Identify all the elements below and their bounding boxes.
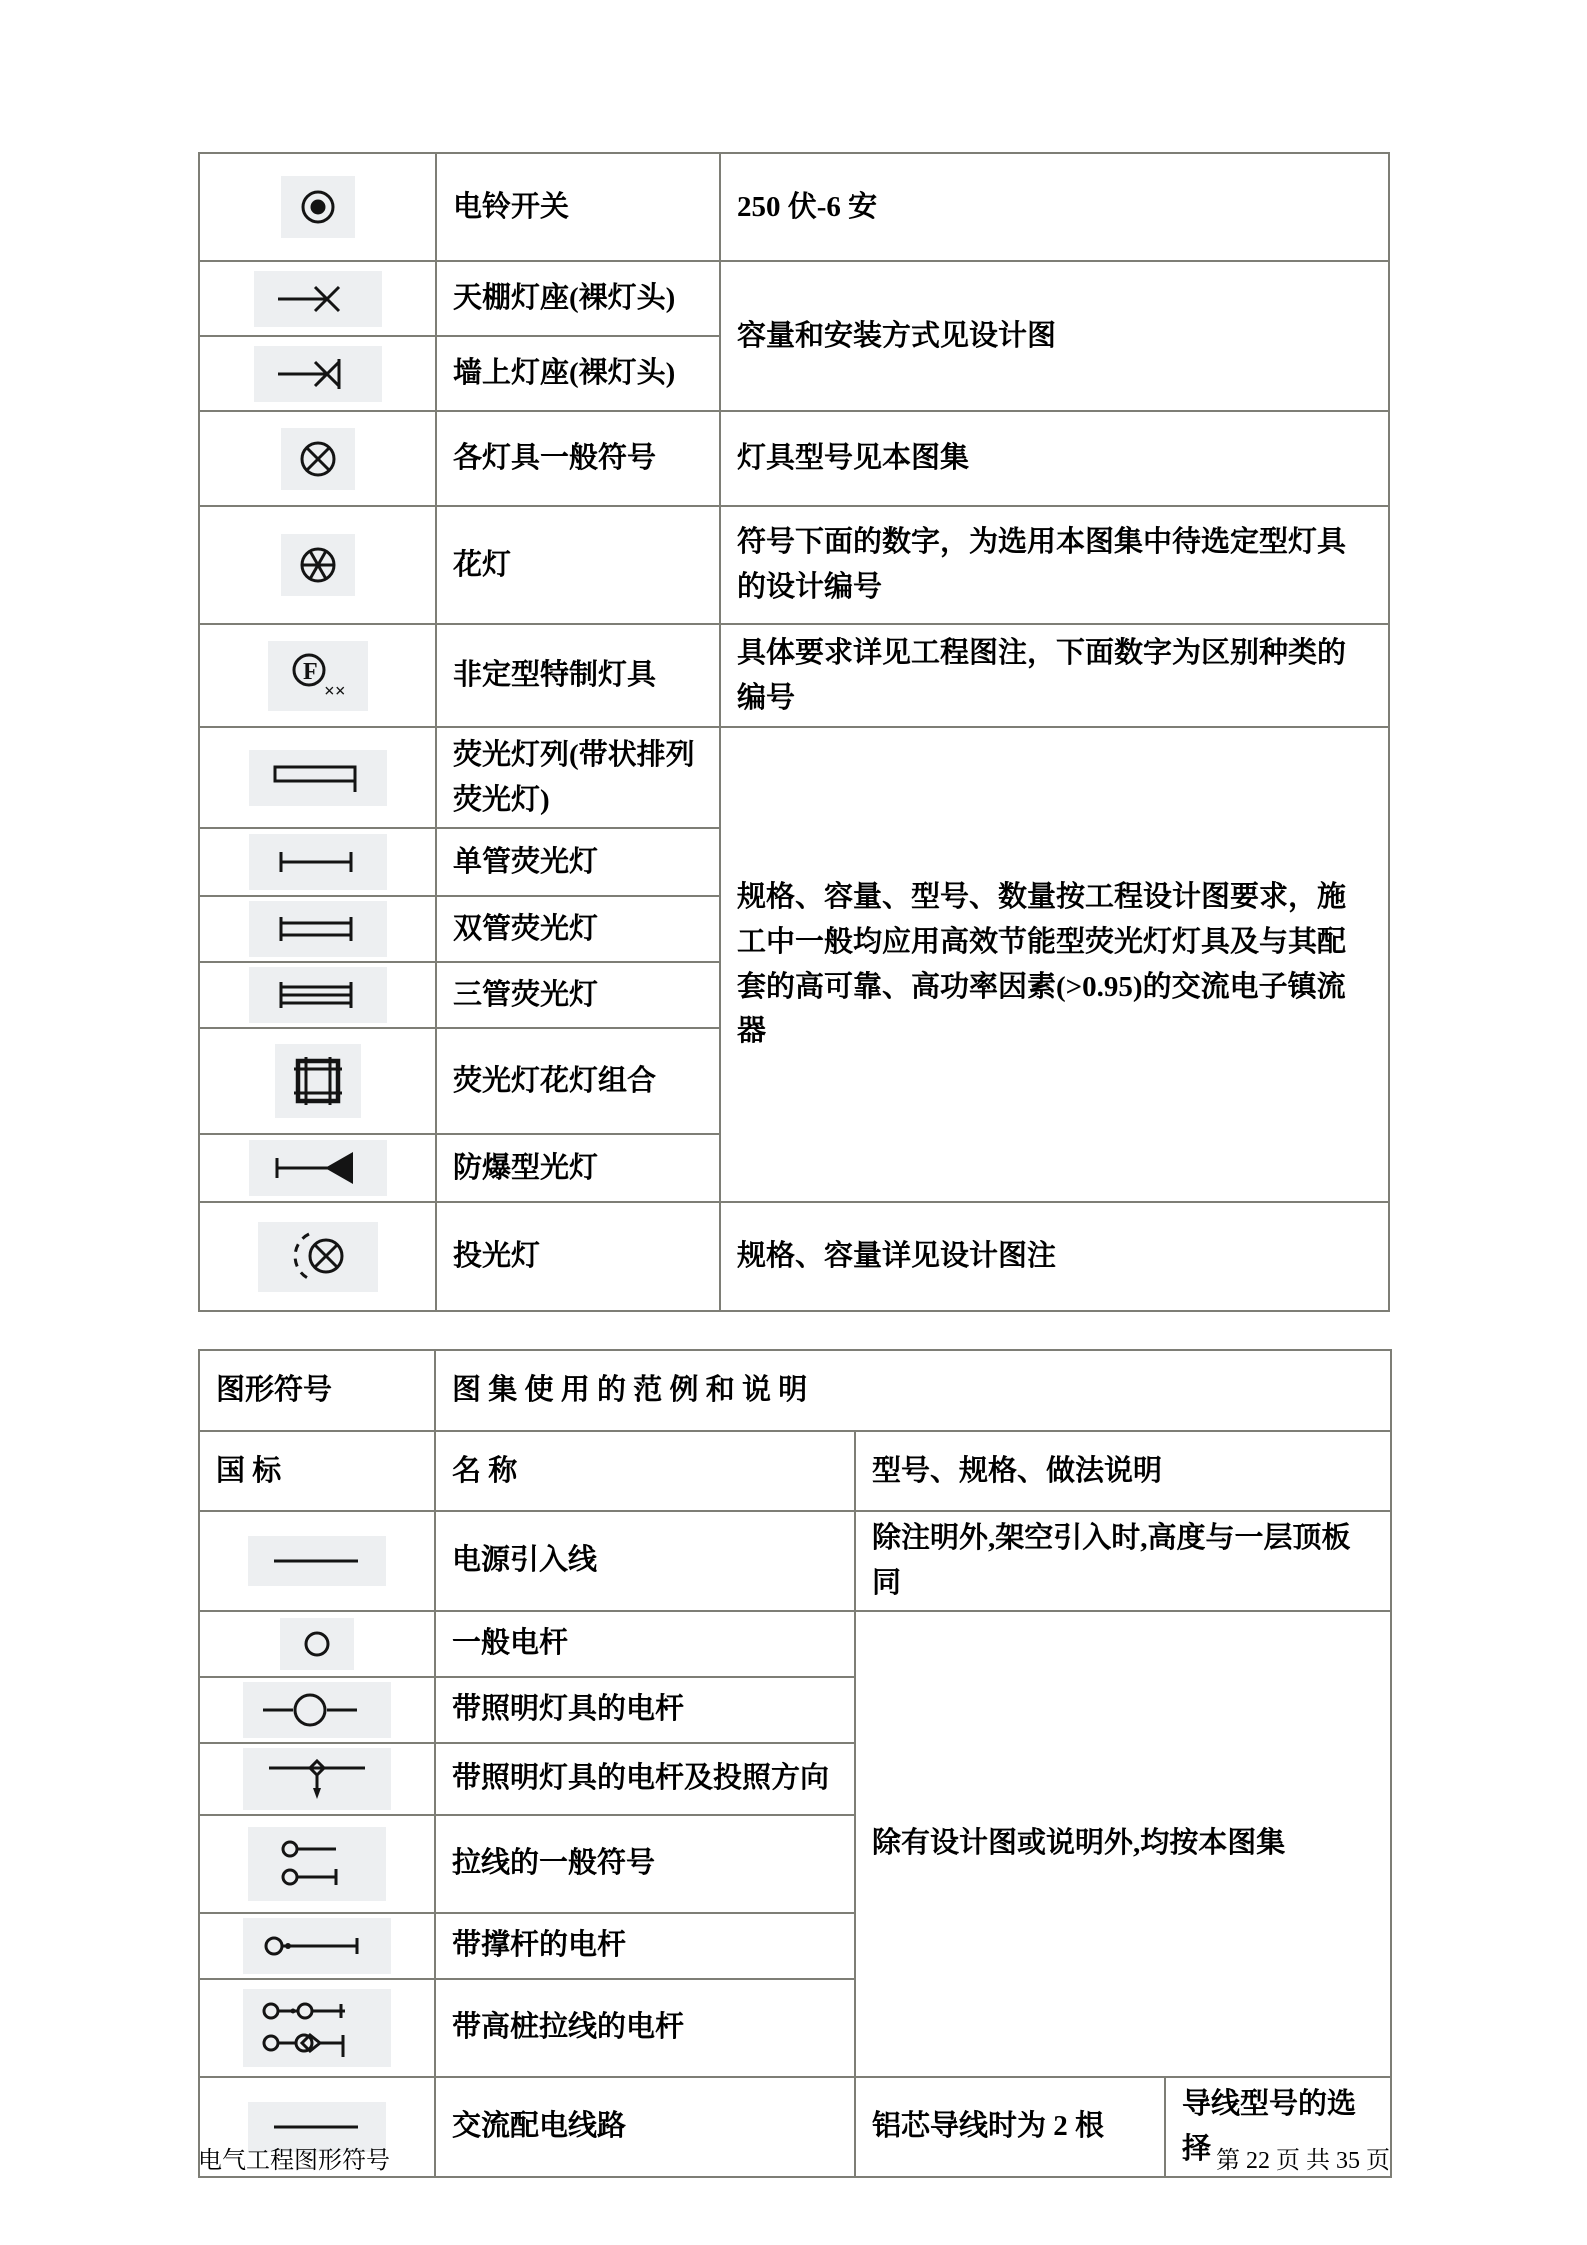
wall-lamp-holder-icon	[254, 346, 382, 402]
symbol-name: 双管荧光灯	[436, 896, 720, 962]
footer-document-title: 电气工程图形符号	[198, 2148, 390, 2174]
general-pole-icon	[280, 1618, 354, 1670]
symbol-desc: 250 伏-6 安	[720, 153, 1389, 261]
table-row	[199, 1202, 1389, 1311]
table-row	[199, 624, 1389, 727]
symbol-desc: 规格、容量详见设计图注	[720, 1202, 1389, 1311]
symbol-name: 电源引入线	[435, 1511, 855, 1611]
symbol-desc: 铝芯导线时为 2 根	[855, 2077, 1165, 2177]
table-row	[199, 506, 1389, 624]
symbol-name: 一般电杆	[435, 1611, 855, 1677]
pole-symbols-table	[198, 1349, 1392, 2178]
symbol-name: 非定型特制灯具	[436, 624, 720, 727]
page-footer	[198, 2140, 1390, 2175]
symbol-name: 带撑杆的电杆	[435, 1913, 855, 1979]
symbol-name: 拉线的一般符号	[435, 1815, 855, 1913]
symbol-name: 荧光灯花灯组合	[436, 1028, 720, 1134]
symbol-name: 带高桩拉线的电杆	[435, 1979, 855, 2077]
subheader-spec: 型号、规格、做法说明	[855, 1431, 1391, 1511]
general-luminaire-icon	[281, 428, 355, 490]
table-row	[199, 1511, 1391, 1611]
chandelier-icon	[281, 534, 355, 596]
symbol-name: 交流配电线路	[435, 2077, 855, 2177]
explosion-proof-lamp-icon	[249, 1140, 387, 1196]
header-usage-examples: 图 集 使 用 的 范 例 和 说 明	[435, 1350, 1391, 1431]
symbol-desc: 规格、容量、型号、数量按工程设计图要求，施工中一般均应用高效节能型荧光灯灯具及与其配套的高可靠、高功率因素(>0.95)的交流电子镇流器	[720, 727, 1389, 1202]
symbol-name: 防爆型光灯	[436, 1134, 720, 1202]
symbol-name: 荧光灯列(带状排列荧光灯)	[436, 727, 720, 828]
symbol-desc-2: 导线型号的选择	[1165, 2077, 1391, 2177]
symbol-name: 电铃开关	[436, 153, 720, 261]
subheader-name: 名 称	[435, 1431, 855, 1511]
floodlight-icon	[258, 1222, 378, 1292]
double-tube-fluorescent-icon	[249, 901, 387, 957]
table-row	[199, 411, 1389, 506]
svg-text:××: ××	[323, 680, 346, 702]
triple-tube-fluorescent-icon	[249, 967, 387, 1023]
table-row	[199, 727, 1389, 828]
lamp-symbols-table	[198, 152, 1390, 1312]
svg-text:F: F	[302, 658, 318, 685]
guy-wire-general-icon	[248, 1827, 386, 1901]
symbol-desc: 除注明外,架空引入时,高度与一层顶板同	[855, 1511, 1391, 1611]
symbol-desc: 具体要求详见工程图注，下面数字为区别种类的编号	[720, 624, 1389, 727]
symbol-name: 花灯	[436, 506, 720, 624]
footer-page-number: 第 22 页 共 35 页	[1216, 2148, 1390, 2174]
ceiling-lamp-holder-icon	[254, 271, 382, 327]
bell-switch-icon	[281, 176, 355, 238]
symbol-name: 墙上灯座(裸灯头)	[436, 336, 720, 411]
subheader-national-standard: 国 标	[199, 1431, 435, 1511]
symbol-name: 带照明灯具的电杆及投照方向	[435, 1743, 855, 1815]
header-graphic-symbol: 图形符号	[199, 1350, 435, 1431]
pole-with-strut-icon	[243, 1918, 391, 1974]
symbol-name: 单管荧光灯	[436, 828, 720, 896]
symbol-name: 三管荧光灯	[436, 962, 720, 1028]
symbol-name: 带照明灯具的电杆	[435, 1677, 855, 1743]
symbol-name: 投光灯	[436, 1202, 720, 1311]
symbol-desc: 符号下面的数字，为选用本图集中待选定型灯具的设计编号	[720, 506, 1389, 624]
symbol-desc: 除有设计图或说明外,均按本图集	[855, 1611, 1391, 2077]
symbol-desc: 灯具型号见本图集	[720, 411, 1389, 506]
fluorescent-chandelier-combo-icon	[275, 1044, 361, 1118]
table-header-row	[199, 1350, 1391, 1431]
table-row	[199, 153, 1389, 261]
pole-with-high-stake-guy-icon	[243, 1989, 391, 2067]
special-luminaire-icon	[268, 641, 368, 711]
pole-with-luminaire-icon	[243, 1682, 391, 1738]
symbol-desc: 容量和安装方式见设计图	[720, 261, 1389, 411]
table-subheader-row	[199, 1431, 1391, 1511]
symbol-name: 各灯具一般符号	[436, 411, 720, 506]
single-tube-fluorescent-icon	[249, 834, 387, 890]
power-lead-in-line-icon	[248, 1536, 386, 1586]
table-row	[199, 1611, 1391, 1677]
symbol-name: 天棚灯座(裸灯头)	[436, 261, 720, 336]
fluorescent-row-icon	[249, 750, 387, 806]
pole-with-luminaire-direction-icon	[243, 1748, 391, 1810]
table-row	[199, 261, 1389, 336]
